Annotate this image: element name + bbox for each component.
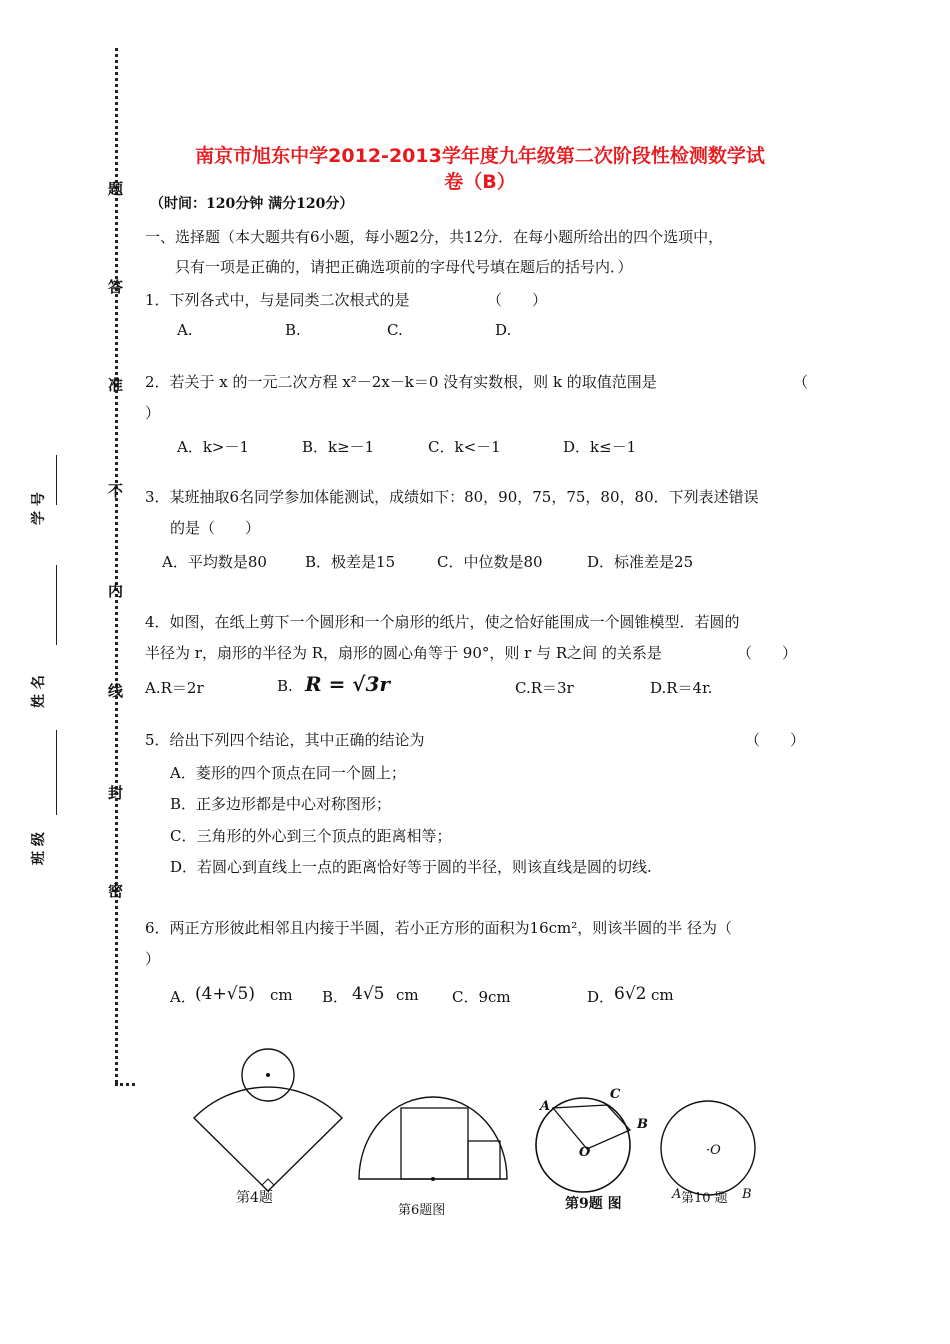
question-2-paren-close: ） [145, 404, 161, 422]
question-4-option-c: C.R＝3r [515, 679, 574, 697]
question-4-option-d: D.R＝4r. [650, 679, 713, 697]
question-5-answer-paren: （ ） [745, 731, 806, 749]
question-5-option-c: C．三角形的外心到三个顶点的距离相等； [170, 827, 452, 845]
figure-6-semicircle-squares [358, 1093, 508, 1183]
exam-title-line2: 卷（B） [444, 171, 516, 193]
section-instructions-line2: 只有一项是正确的，请把正确选项前的字母代号填在题后的括号内．） [175, 258, 633, 276]
question-5-option-d: D．若圆心到直线上一点的距离恰好等于圆的半径，则该直线是圆的切线. [170, 858, 652, 876]
question-6-option-a: A． [170, 988, 196, 1006]
question-5-option-b: B．正多边形都是中心对称图形； [170, 795, 392, 813]
question-1-option-b: B. [285, 321, 301, 339]
question-2-option-a: A．k>－1 [177, 438, 250, 456]
section-instructions-line1: 一、选择题（本大题共有6小题，每小题2分，共12分．在每小题所给出的四个选项中， [145, 228, 724, 246]
seal-char: 封 [108, 784, 124, 802]
figure-9-label-o: O [579, 1145, 591, 1160]
question-6-option-c: C．9cm [452, 988, 511, 1006]
question-3-stem-line1: 3．某班抽取6名同学参加体能测试，成绩如下：80，90，75，75，80，80．下列表述错误 [145, 488, 759, 506]
question-2-stem: 2．若关于 x 的一元二次方程 x²－2x－k＝0 没有实数根，则 k 的取值范围是 [145, 373, 657, 391]
exam-subtitle: （时间：120分钟 满分120分） [150, 196, 354, 212]
question-2-option-b: B．k≥－1 [302, 438, 375, 456]
question-3-option-a: A．平均数是80 [162, 553, 267, 571]
question-5-stem: 5．给出下列四个结论，其中正确的结论为 [145, 731, 425, 749]
question-1-option-a: A. [177, 321, 193, 339]
question-4-option-b-formula: R = √3r [305, 672, 390, 696]
figure-9-label-a: A [540, 1099, 551, 1114]
question-6-option-d-unit: cm [651, 986, 674, 1004]
binding-margin-dotted-line [115, 1083, 135, 1086]
student-name-label: 姓 名 [31, 675, 47, 708]
question-6-stem: 6．两正方形彼此相邻且内接于半圆，若小正方形的面积为16cm²，则该半圆的半 径为（ [145, 919, 733, 937]
class-line [56, 730, 57, 815]
figure-10-label-b: B [742, 1187, 752, 1202]
question-3-stem-line2: 的是（ ） [170, 519, 261, 537]
exam-title-line1: 南京市旭东中学2012-2013学年度九年级第二次阶段性检测数学试 [195, 145, 765, 167]
question-4-option-a: A.R＝2r [145, 679, 204, 697]
question-2-paren-open: （ [793, 373, 809, 391]
seal-char: 不 [108, 482, 124, 500]
question-2-option-c: C．k<－1 [428, 438, 501, 456]
question-6-option-d-formula: 6√2 [614, 984, 647, 1004]
binding-margin-dotted-line [115, 48, 118, 1083]
question-6-option-b-formula: 4√5 [352, 984, 385, 1004]
seal-char: 准 [108, 376, 124, 394]
question-4-stem-line1: 4．如图，在纸上剪下一个圆形和一个扇形的纸片，使之恰好能围成一个圆锥模型．若圆的 [145, 613, 740, 631]
student-id-label: 学 号 [31, 492, 47, 525]
question-6-paren-close: ） [145, 950, 161, 968]
seal-char: 题 [108, 180, 124, 198]
class-label: 班 级 [31, 832, 47, 865]
question-6-option-a-formula: (4+√5) [195, 984, 255, 1004]
question-6-option-b: B． [322, 988, 349, 1006]
figure-4-cone-net [190, 1045, 350, 1195]
figure-10-caption: 第10 题 [681, 1191, 728, 1206]
question-1-answer-paren: （ ） [487, 291, 548, 309]
question-1-option-c: C. [387, 321, 403, 339]
exam-title [140, 143, 820, 195]
seal-char: 密 [108, 882, 124, 900]
question-1-option-d: D. [495, 321, 512, 339]
question-4-answer-paren: （ ） [737, 644, 798, 662]
figure-4-caption: 第4题 [236, 1190, 273, 1206]
question-5-option-a: A．菱形的四个顶点在同一个圆上； [170, 764, 406, 782]
seal-char: 内 [108, 582, 124, 600]
seal-char: 线 [108, 682, 124, 700]
question-6-option-b-unit: cm [396, 986, 419, 1004]
question-6-option-d: D． [587, 988, 615, 1006]
seal-char: 答 [108, 278, 124, 296]
question-3-option-d: D．标准差是25 [587, 553, 694, 571]
question-3-option-b: B．极差是15 [305, 553, 396, 571]
figure-9-caption: 第9题 图 [565, 1196, 622, 1212]
figure-9-label-c: C [610, 1087, 621, 1102]
question-4-stem-line2: 半径为 r，扇形的半径为 R，扇形的圆心角等于 90°，则 r 与 R之间 的关系是 [145, 644, 662, 662]
student-id-line [56, 455, 57, 505]
figure-6-caption: 第6题图 [398, 1203, 446, 1218]
figure-10-label-a: A [672, 1187, 682, 1202]
question-1-stem: 1．下列各式中，与是同类二次根式的是 [145, 291, 410, 309]
question-4-option-b: B. [277, 677, 293, 695]
question-3-option-c: C．中位数是80 [437, 553, 543, 571]
figure-10-label-o: ·O [706, 1143, 721, 1158]
figure-9-label-b: B [637, 1117, 648, 1132]
question-2-option-d: D．k≤－1 [563, 438, 637, 456]
student-name-line [56, 565, 57, 645]
question-6-option-a-unit: cm [270, 986, 293, 1004]
